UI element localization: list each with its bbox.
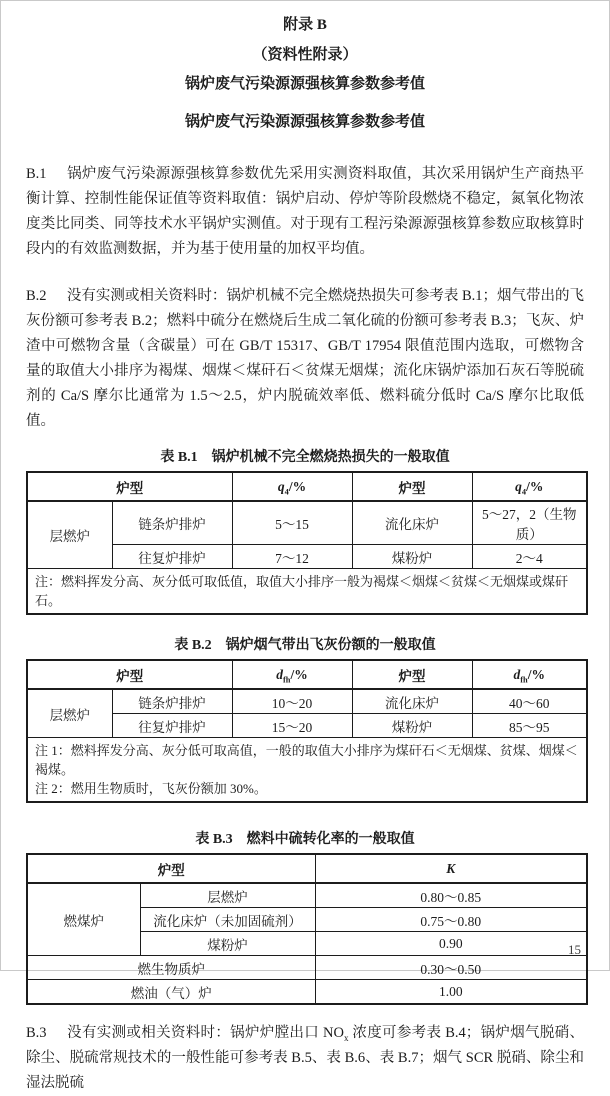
paragraph-b3-text-2: 浓度可参考表 B.4；锅炉烟气脱硝、除尘、脱硫常规技术的一般性能可参考表 B.5、表 B.6、表 B.7；烟气 SCR 脱硝、除尘和湿法脱硫: [26, 1025, 584, 1091]
table-cell: 往复炉排炉: [112, 545, 232, 569]
table-cell: 煤粉炉: [352, 714, 472, 738]
paragraph-b1: [26, 162, 584, 262]
paragraph-b1-text: 锅炉废气污染源源强核算参数优先采用实测资料取值，其次采用锅炉生产商热平衡计算、控制性能保证值等资料取值：锅炉启动、停炉等阶段燃烧不稳定，氮氧化物浓度类比同类、同等技术水平锅炉实测值。对于现有工程污染源源强核算参数应取核算时段内的有效监测数据，并为基于使用量的加权平均值。: [26, 166, 584, 257]
clause-label-b3: B.3: [26, 1025, 47, 1041]
appendix-heading: 附录 B: [283, 17, 327, 33]
table-b3-group-cell: 燃煤炉: [27, 883, 140, 956]
table-cell: 燃油（气）炉: [27, 980, 315, 1005]
table-cell: 往复炉排炉: [112, 714, 232, 738]
table-cell: 煤粉炉: [140, 932, 315, 956]
section-title: 锅炉废气污染源源强核算参数参考值: [184, 114, 425, 130]
table-b3-caption: [26, 831, 584, 849]
clause-label-b2: B.2: [26, 288, 47, 304]
table-b2-note-2: 注 2：燃用生物质时，飞灰份额加 30%。: [35, 781, 267, 796]
table-b2-group-cell: 层燃炉: [27, 689, 112, 738]
table-b3: [26, 853, 588, 1005]
table-b3-header-row: [27, 854, 587, 883]
table-b2-header-dfh: $d_{fh}/\%$: [232, 660, 352, 689]
table-row: [27, 956, 587, 980]
table-cell: 0.75～0.80: [315, 908, 587, 932]
table-cell: 10～20: [232, 689, 352, 714]
table-cell: 流化床炉: [352, 501, 472, 545]
table-b1-header-q4: $q_4/\%$: [232, 472, 352, 501]
table-b2-caption-title: 锅炉烟气带出飞灰份额的一般取值: [225, 638, 436, 653]
table-cell: 1.00: [315, 980, 587, 1005]
nox-subscript: x: [343, 1032, 349, 1043]
table-b1-header-furnace: 炉型: [27, 472, 232, 501]
clause-label-b1: B.1: [26, 166, 47, 182]
table-cell: 链条炉排炉: [112, 689, 232, 714]
table-b3-caption-label: 表 B.3: [195, 832, 233, 847]
paragraph-b3-text-1: 没有实测或相关资料时：锅炉炉膛出口 NO: [66, 1025, 344, 1041]
table-b3-header-k: K: [315, 854, 587, 883]
table-row: [27, 980, 587, 1005]
table-b2-header-row: [27, 660, 587, 689]
table-row: [27, 883, 587, 908]
table-b2-notes: [27, 738, 587, 803]
table-b2-caption-label: 表 B.2: [174, 638, 212, 653]
table-b1-header-row: [27, 472, 587, 501]
table-b1-header-furnace2: 炉型: [352, 472, 472, 501]
table-row: [27, 501, 587, 545]
table-cell: 5～15: [232, 501, 352, 545]
table-cell: 煤粉炉: [352, 545, 472, 569]
table-b1-caption-label: 表 B.1: [160, 450, 198, 465]
table-row: [27, 689, 587, 714]
table-b1-caption-title: 锅炉机械不完全燃烧热损失的一般取值: [211, 450, 450, 465]
paragraph-b2: [26, 284, 584, 434]
table-cell: 流化床炉: [352, 689, 472, 714]
table-b2-header-dfh-2: $d_{fh}/\%$: [472, 660, 587, 689]
table-b2-header-furnace2: 炉型: [352, 660, 472, 689]
table-cell: 燃生物质炉: [27, 956, 315, 980]
table-b1-caption: [26, 449, 584, 467]
table-b1-note: 注：燃料挥发分高、灰分低可取低值，取值大小排序一般为褐煤＜烟煤＜贫煤＜无烟煤或煤矸石。: [27, 569, 587, 615]
table-cell: 层燃炉: [140, 883, 315, 908]
table-b3-caption-title: 燃料中硫转化率的一般取值: [246, 832, 415, 847]
table-b2: [26, 659, 588, 803]
appendix-note-heading: （资料性附录）: [252, 47, 358, 63]
paragraph-b2-text: 没有实测或相关资料时：锅炉机械不完全燃烧热损失可参考表 B.1；烟气带出的飞灰份额可参考表 B.2；燃料中硫分在燃烧后生成二氧化硫的份额可参考表 B.3；飞灰、炉渣中可燃物含量（含碳量）可在 GB/T 15317、GB/T 17954 限值范围内选取，可燃物含量的取值大小排序为褐煤、烟煤＜煤矸石＜贫煤无烟煤；流化床锅炉添加石灰石等脱硫剂的 Ca/S 摩尔比通常为 1.5～2.5，炉内脱硫效率低、燃料硫分低时 Ca/S 摩尔比取低值。: [26, 288, 585, 429]
table-cell: 0.80～0.85: [315, 883, 587, 908]
paragraph-b3: [26, 1021, 584, 1096]
table-b3-header-furnace: 炉型: [27, 854, 315, 883]
table-cell: 15～20: [232, 714, 352, 738]
table-b2-caption: [26, 637, 584, 655]
table-b2-note-row: [27, 738, 587, 803]
table-cell: 5～27，2（生物质）: [472, 501, 587, 545]
page-number: 15: [568, 942, 581, 957]
table-cell: 2～4: [472, 545, 587, 569]
table-b1-group-cell: 层燃炉: [27, 501, 112, 569]
appendix-title: 锅炉废气污染源源强核算参数参考值: [184, 76, 425, 92]
table-cell: 0.30～0.50: [315, 956, 587, 980]
table-cell: 40～60: [472, 689, 587, 714]
table-b2-note-1: 注 1：燃料挥发分高、灰分低可取高值，一般的取值大小排序为煤矸石＜无烟煤、贫煤、烟煤＜褐煤。: [35, 743, 578, 777]
table-cell: 0.90: [315, 932, 587, 956]
table-b1-note-row: [27, 569, 587, 615]
table-b2-header-furnace: 炉型: [27, 660, 232, 689]
table-cell: 链条炉排炉: [112, 501, 232, 545]
table-b1: [26, 471, 588, 615]
table-b1-header-q4-2: $q_4/\%$: [472, 472, 587, 501]
table-cell: 85～95: [472, 714, 587, 738]
table-cell: 7～12: [232, 545, 352, 569]
table-cell: 流化床炉（未加固硫剂）: [140, 908, 315, 932]
